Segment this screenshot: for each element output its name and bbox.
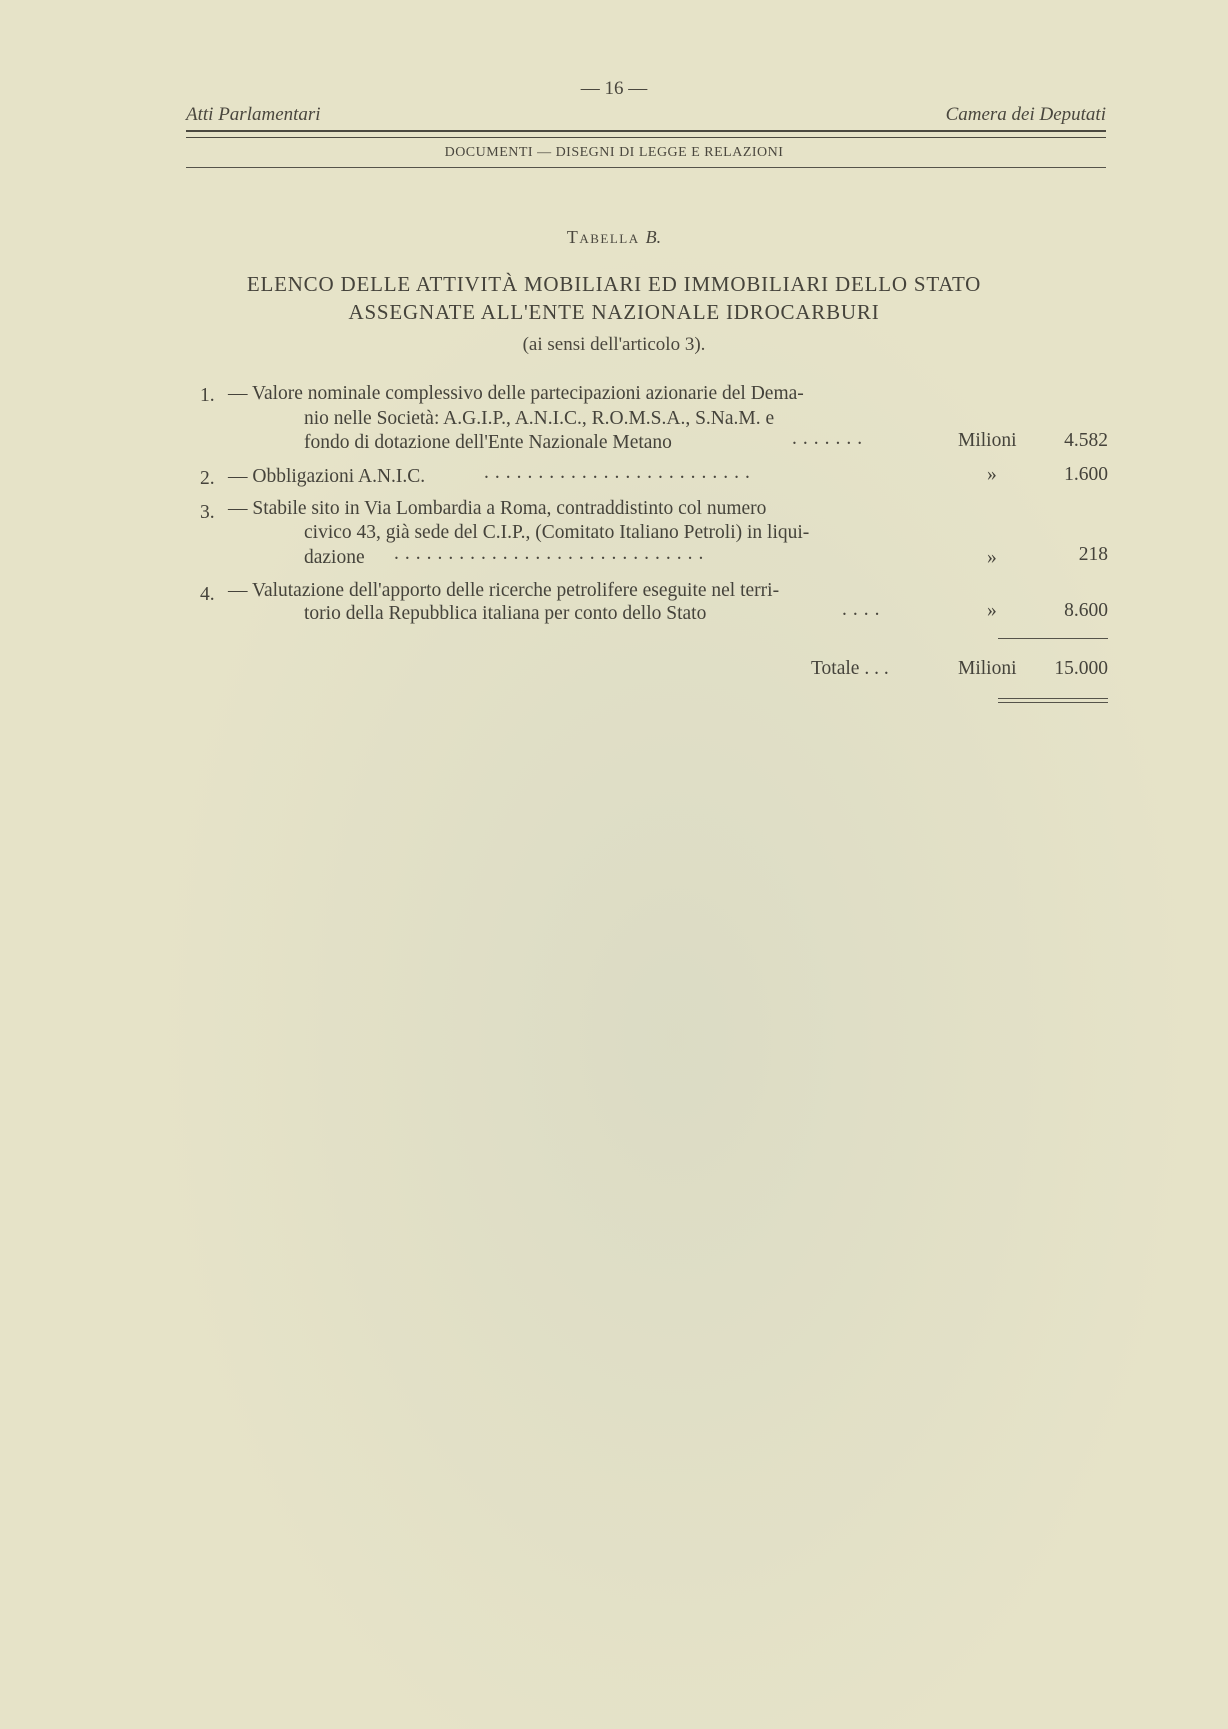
item-text-line: dazione	[304, 547, 365, 568]
total-double-rule-bottom	[998, 702, 1108, 703]
item-text-line: — Obbligazioni A.N.I.C.	[228, 466, 426, 487]
item-value: 1.600	[1064, 464, 1108, 485]
total-unit: Milioni	[958, 658, 1017, 679]
leader-dots: .............................	[394, 543, 710, 564]
table-label-prefix: Tabella	[566, 227, 640, 247]
item-text-line: — Valutazione dell'apporto delle ricerche petrolifere eseguite nel terri-	[228, 580, 780, 601]
total-double-rule-top	[998, 698, 1108, 699]
leader-dots: ....	[842, 599, 886, 620]
item-text-line: nio nelle Società: A.G.I.P., A.N.I.C., R.O.M.S.A., S.Na.M. e	[304, 408, 775, 429]
leader-dots: .......	[792, 428, 869, 449]
item-number: 1.	[200, 385, 215, 406]
item-number: 3.	[200, 502, 215, 523]
total-label: Totale . . .	[811, 658, 889, 679]
header-right: Camera dei Deputati	[945, 104, 1106, 125]
table-label-letter: B.	[645, 227, 662, 247]
table-title-line-2: ASSEGNATE ALL'ENTE NAZIONALE IDROCARBURI	[348, 300, 880, 324]
item-text-line: civico 43, già sede del C.I.P., (Comitato Italiano Petroli) in liqui-	[304, 522, 810, 543]
table-subtitle: (ai sensi dell'articolo 3).	[522, 334, 706, 355]
header-double-rule	[186, 130, 1106, 138]
item-text-line: — Stabile sito in Via Lombardia a Roma, contraddistinto col numero	[228, 498, 767, 519]
item-value: 4.582	[1064, 430, 1108, 451]
item-unit: »	[987, 600, 997, 621]
table-title-line-1: ELENCO DELLE ATTIVITÀ MOBILIARI ED IMMOBILIARI DELLO STATO	[246, 272, 982, 296]
leader-dots: .........................	[484, 462, 756, 483]
total-value: 15.000	[1054, 658, 1108, 679]
item-unit: »	[987, 464, 997, 485]
sum-rule	[998, 638, 1108, 639]
item-text-line: — Valore nominale complessivo delle partecipazioni azionarie del Dema-	[228, 383, 804, 404]
page-number: — 16 —	[580, 78, 648, 99]
section-header: DOCUMENTI — DISEGNI DI LEGGE E RELAZIONI	[444, 145, 784, 160]
table-label	[0, 227, 1228, 248]
item-number: 2.	[200, 468, 215, 489]
item-text-line: fondo di dotazione dell'Ente Nazionale Metano	[304, 432, 672, 453]
item-value: 8.600	[1064, 600, 1108, 621]
item-unit: Milioni	[958, 430, 1017, 451]
header-thin-rule	[186, 167, 1106, 168]
item-number: 4.	[200, 584, 215, 605]
item-value: 218	[1078, 544, 1108, 565]
item-unit: »	[987, 547, 997, 568]
header-left: Atti Parlamentari	[186, 104, 321, 125]
item-text-line: torio della Repubblica italiana per conto dello Stato	[304, 603, 707, 624]
